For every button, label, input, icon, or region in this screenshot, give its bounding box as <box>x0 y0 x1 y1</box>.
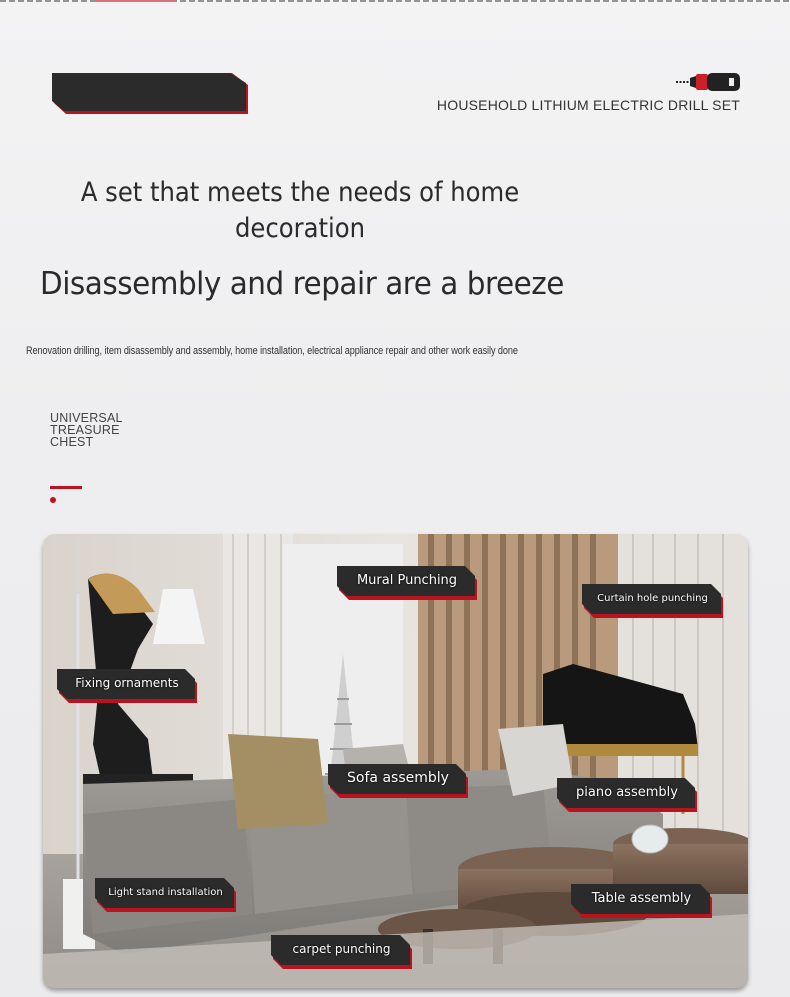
tag-light-stand-installation-label: Light stand installation <box>108 887 223 898</box>
tag-mural-punching <box>337 566 477 600</box>
drill-icon <box>674 71 742 93</box>
tag-curtain-hole-punching <box>582 584 723 618</box>
section-label <box>50 412 123 448</box>
tag-light-stand-installation <box>95 878 236 912</box>
tag-mural-punching-label: Mural Punching <box>356 573 458 588</box>
headline-line-2: decoration <box>235 213 365 244</box>
section-label-line-1: UNIVERSAL <box>50 411 123 425</box>
tag-fixing-ornaments <box>57 669 197 703</box>
tag-table-assembly-label: Table assembly <box>591 891 692 906</box>
top-border-accent <box>95 0 175 2</box>
tag-sofa-assembly <box>328 764 468 798</box>
section-label-line-2: TREASURE <box>50 423 120 437</box>
tag-piano-assembly <box>557 778 697 812</box>
tag-fixing-ornaments-label: Fixing ornaments <box>75 676 179 690</box>
tag-curtain-hole-punching-label: Curtain hole punching <box>597 593 708 604</box>
tag-sofa-assembly-label: Sofa assembly <box>347 770 449 786</box>
accent-dot <box>50 497 56 503</box>
headline <box>60 175 540 247</box>
tag-table-assembly <box>571 884 712 918</box>
product-line-label: HOUSEHOLD LITHIUM ELECTRIC DRILL SET <box>436 97 740 113</box>
section-label-line-3: CHEST <box>50 435 94 449</box>
tag-piano-assembly-label: piano assembly <box>576 785 678 800</box>
title-banner <box>52 73 248 114</box>
accent-dash <box>50 486 82 489</box>
tag-carpet-punching <box>271 935 412 969</box>
headline-line-1: A set that meets the needs of home <box>80 177 520 208</box>
tag-carpet-punching-label: carpet punching <box>292 942 391 956</box>
top-border <box>0 0 790 2</box>
subheadline: Disassembly and repair are a breeze <box>40 266 564 302</box>
description: Renovation drilling, item disassembly and assembly, home installation, electrical appliance repair and other work easily done <box>26 345 518 357</box>
